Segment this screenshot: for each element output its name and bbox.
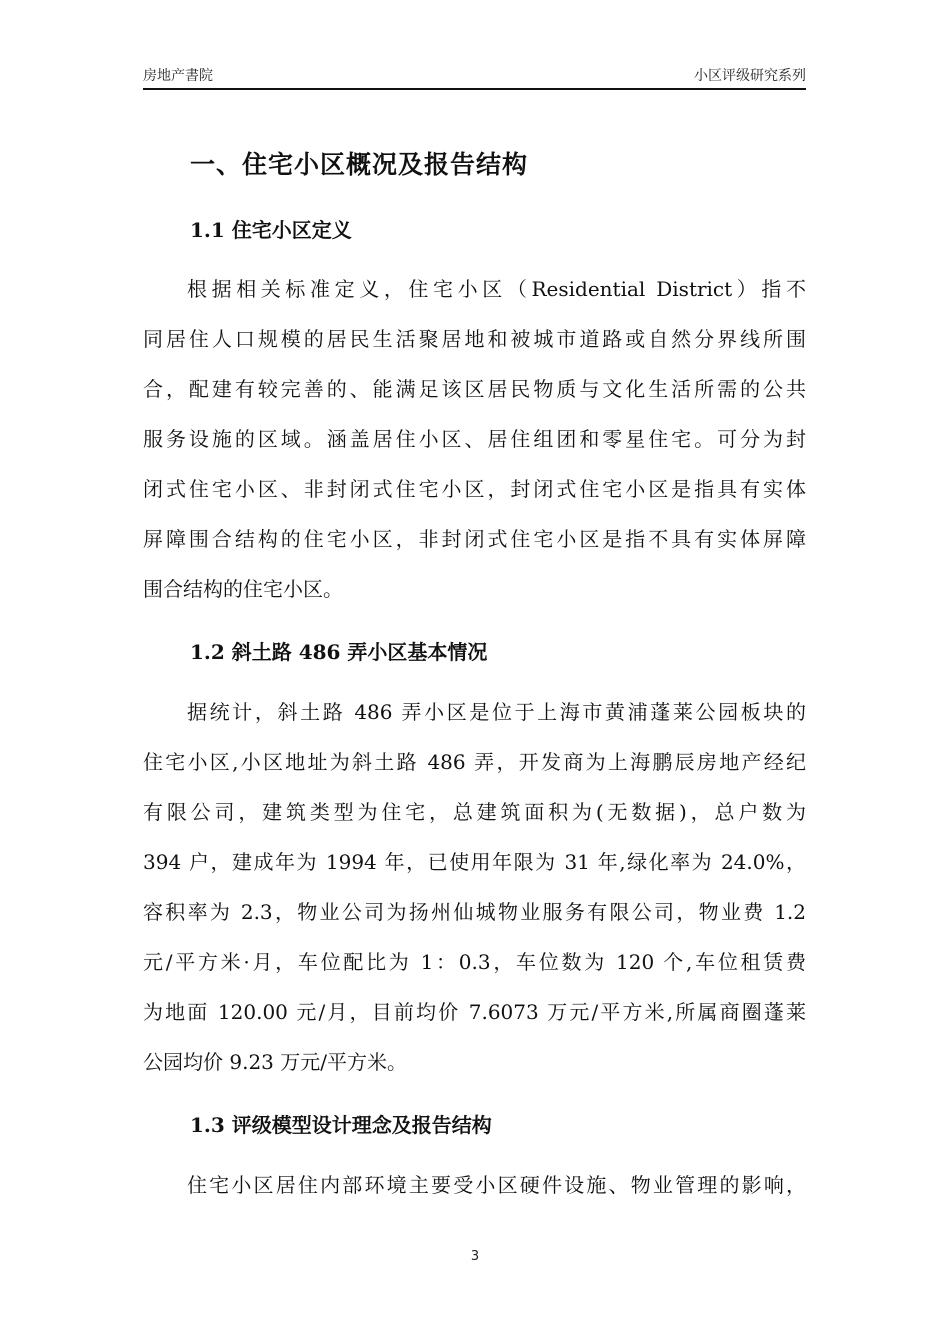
header-series: 小区评级研究系列: [694, 68, 806, 84]
subsection-title-1-3: 1.3 评级模型设计理念及报告结构: [190, 1113, 492, 1137]
page-header: [143, 66, 806, 88]
subsection-title-1-1: 1.1 住宅小区定义: [190, 218, 352, 242]
paragraph-line: 住宅小区居住内部环境主要受小区硬件设施、物业管理的影响，: [187, 1173, 806, 1197]
paragraph-line: 根据相关标准定义，住宅小区（Residential District）指不: [187, 277, 806, 301]
section-title: 一、住宅小区概况及报告结构: [190, 150, 529, 179]
page-number: 3: [470, 1249, 480, 1264]
paragraph-1-3: [143, 1160, 806, 1210]
paragraph-line: 394 户，建成年为 1994 年，已使用年限为 31 年,绿化率为 24.0%，: [143, 850, 806, 874]
paragraph-1-2: [143, 687, 806, 1087]
paragraph-1-1: [143, 264, 806, 614]
header-publisher: 房地产書院: [143, 68, 213, 84]
paragraph-line: 住宅小区,小区地址为斜土路 486 弄，开发商为上海鹏辰房地产经纪: [143, 750, 806, 774]
paragraph-line: 闭式住宅小区、非封闭式住宅小区，封闭式住宅小区是指具有实体: [143, 477, 806, 501]
paragraph-line: 围合结构的住宅小区。: [143, 577, 343, 601]
header-divider: [143, 88, 806, 90]
paragraph-line: 容积率为 2.3，物业公司为扬州仙城物业服务有限公司，物业费 1.2: [143, 900, 806, 924]
subsection-title-1-2: 1.2 斜土路 486 弄小区基本情况: [190, 640, 488, 664]
paragraph-line: 据统计，斜土路 486 弄小区是位于上海市黄浦蓬莱公园板块的: [187, 700, 806, 724]
paragraph-line: 同居住人口规模的居民生活聚居地和被城市道路或自然分界线所围: [143, 327, 806, 351]
paragraph-line: 服务设施的区域。涵盖居住小区、居住组团和零星住宅。可分为封: [143, 427, 806, 451]
paragraph-line: 为地面 120.00 元/月，目前均价 7.6073 万元/平方米,所属商圈蓬莱: [143, 1000, 806, 1024]
paragraph-line: 合，配建有较完善的、能满足该区居民物质与文化生活所需的公共: [143, 377, 806, 401]
paragraph-line: 元/平方米·月，车位配比为 1：0.3，车位数为 120 个,车位租赁费: [143, 950, 806, 974]
paragraph-line: 屏障围合结构的住宅小区，非封闭式住宅小区是指不具有实体屏障: [143, 527, 806, 551]
paragraph-line: 有限公司，建筑类型为住宅，总建筑面积为(无数据)，总户数为: [143, 800, 806, 824]
paragraph-line: 公园均价 9.23 万元/平方米。: [143, 1050, 407, 1074]
